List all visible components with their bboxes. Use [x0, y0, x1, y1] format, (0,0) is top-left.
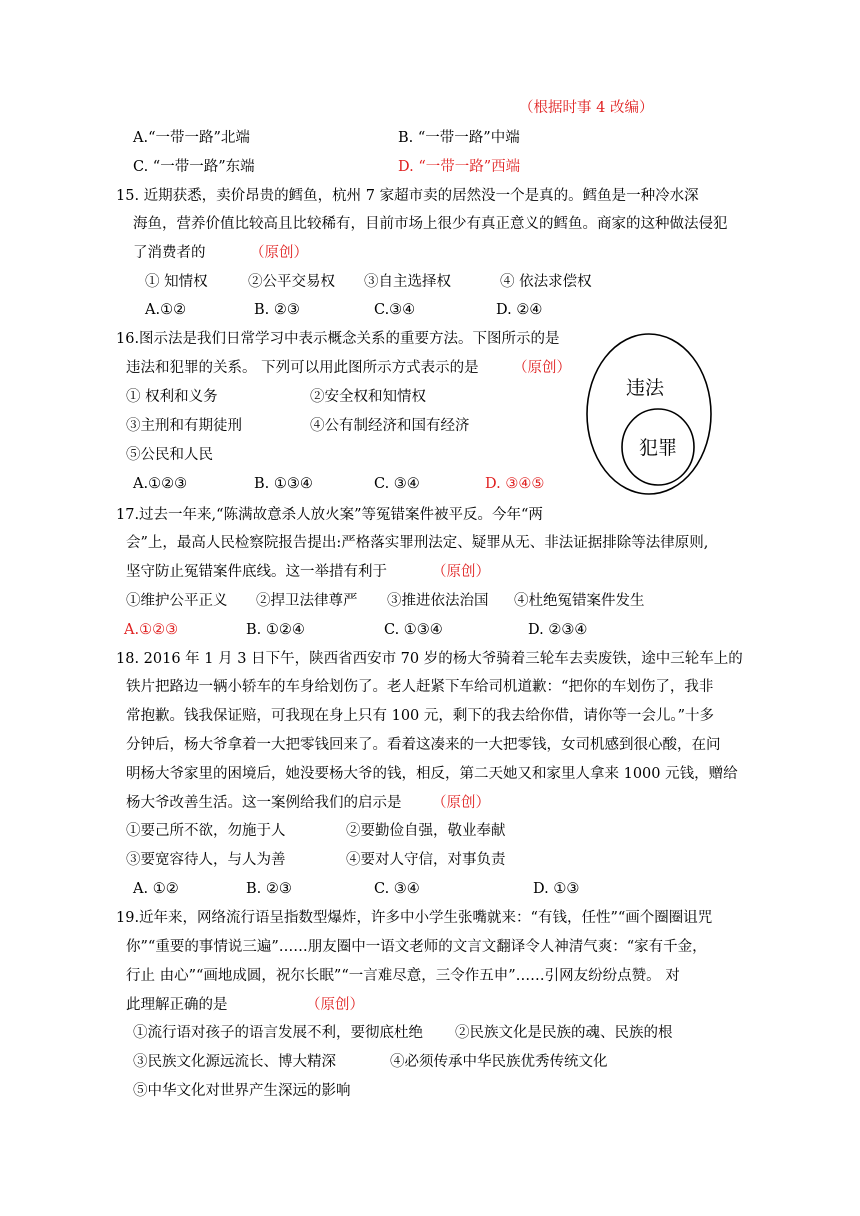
q16-source: （原创） [513, 360, 571, 376]
q17-source: （原创） [432, 564, 490, 580]
q18-option-b: B. ②③ [246, 881, 292, 897]
q19-item-4: ④必须传承中华民族优秀传统文化 [390, 1054, 608, 1070]
q16-option-b: B. ①③④ [254, 476, 313, 492]
q17-item-1: ①维护公平正义 [126, 593, 228, 609]
q18-line-2: 铁片把路边一辆小轿车的车身给划伤了。老人赶紧下车给司机道歉：“把你的车划伤了，我非 [126, 679, 714, 695]
q15-item-1: ① 知情权 [145, 274, 208, 290]
q15-item-3: ③自主选择权 [364, 274, 451, 290]
q19-line-4: 此理解正确的是 [126, 997, 228, 1013]
q17-item-4: ④杜绝冤错案件发生 [514, 593, 645, 609]
q17-option-b: B. ①②④ [246, 622, 305, 638]
q18-line-1: 18. 2016 年 1 月 3 日下午，陕西省西安市 70 岁的杨大爷骑着三轮车去卖废铁，途中三轮车上的 [116, 651, 743, 667]
q19-item-5: ⑤中华文化对世界产生深远的影响 [133, 1083, 351, 1099]
inner-label: 犯罪 [638, 437, 678, 459]
q15-option-c: C.③④ [374, 302, 416, 318]
q15-line-3: 了消费者的 [133, 245, 206, 261]
q15-line-1: 15. 近期获悉，卖价昂贵的鳕鱼，杭州 7 家超市卖的居然没一个是真的。鳕鱼是一种冷水深 [116, 188, 699, 204]
q16-item-3: ③主刑和有期徒刑 [126, 418, 242, 434]
q17-option-a-answer: A.①②③ [124, 622, 179, 638]
q18-option-c: C. ③④ [374, 881, 420, 897]
q18-line-6: 杨大爷改善生活。这一案例给我们的启示是 [126, 795, 402, 811]
q17-line-3: 坚守防止冤错案件底线。这一举措有利于 [126, 564, 387, 580]
q18-item-4: ④要对人守信，对事负责 [346, 852, 506, 868]
q17-option-c: C. ①③④ [384, 622, 443, 638]
q17-option-d: D. ②③④ [528, 622, 588, 638]
q14-option-a: A.“一带一路”北端 [133, 130, 250, 146]
q18-option-a: A. ①② [133, 881, 179, 897]
q19-item-3: ③民族文化源远流长、博大精深 [133, 1054, 336, 1070]
q16-line-1: 16.图示法是我们日常学习中表示概念关系的重要方法。下图所示的是 [116, 331, 560, 347]
q18-item-1: ①要己所不欲，勿施于人 [126, 823, 286, 839]
q15-option-b: B. ②③ [254, 302, 300, 318]
q16-item-1: ① 权利和义务 [126, 389, 218, 405]
q18-item-3: ③要宽容待人，与人为善 [126, 852, 286, 868]
q18-line-3: 常抱歉。钱我保证赔，可我现在身上只有 100 元，剩下的我去给你借，请你等一会儿。”十多 [126, 708, 715, 724]
q18-line-5: 明杨大爷家里的困境后，她没要杨大爷的钱，相反，第二天她又和家里人拿来 1000 元钱，赠给 [126, 766, 738, 782]
q18-option-d: D. ①③ [533, 881, 580, 897]
q14-option-d-answer: D. “一带一路”西端 [398, 159, 521, 175]
q19-source: （原创） [306, 997, 364, 1013]
q15-option-a: A.①② [145, 302, 187, 318]
q16-item-4: ④公有制经济和国有经济 [310, 418, 470, 434]
q16-line-2: 违法和犯罪的关系。 下列可以用此图所示方式表示的是 [126, 360, 479, 376]
q16-item-2: ②安全权和知情权 [310, 389, 426, 405]
q15-item-4: ④ 依法求偿权 [500, 274, 592, 290]
q15-option-d: D. ②④ [496, 302, 543, 318]
q19-line-1: 19.近年来，网络流行语呈指数型爆炸，许多中小学生张嘴就来：“有钱，任性”“画个圈圈诅咒 [116, 910, 713, 926]
q19-item-1: ①流行语对孩子的语言发展不利，要彻底杜绝 [133, 1025, 423, 1041]
q18-item-2: ②要勤俭自强，敬业奉献 [346, 823, 506, 839]
q15-source: （原创） [250, 245, 308, 261]
q14-option-c: C. “一带一路”东端 [133, 159, 255, 175]
q17-line-2: 会”上，最高人民检察院报告提出:严格落实罪刑法定、疑罪从无、非法证据排除等法律原则, [126, 535, 709, 551]
q17-line-1: 17.过去一年来,“陈满故意杀人放火案”等冤错案件被平反。今年“两 [116, 507, 543, 523]
venn-diagram [585, 332, 713, 496]
q17-item-2: ②捍卫法律尊严 [256, 593, 358, 609]
q14-source: （根据时事 4 改编） [519, 100, 654, 116]
q15-line-2: 海鱼，营养价值比较高且比较稀有，目前市场上很少有真正意义的鳕鱼。商家的这种做法侵犯 [133, 216, 728, 232]
q16-option-d-answer: D. ③④⑤ [485, 476, 545, 492]
q19-line-2: 你”“重要的事情说三遍”……朋友圈中一语文老师的文言文翻译令人神清气爽：“家有千金， [126, 939, 707, 955]
q16-item-5: ⑤公民和人民 [126, 447, 213, 463]
q16-option-c: C. ③④ [374, 476, 420, 492]
q18-line-4: 分钟后，杨大爷拿着一大把零钱回来了。看着这凑来的一大把零钱，女司机感到很心酸，在问 [126, 737, 721, 753]
q15-item-2: ②公平交易权 [248, 274, 335, 290]
q19-item-2: ②民族文化是民族的魂、民族的根 [455, 1025, 673, 1041]
q17-item-3: ③推进依法治国 [387, 593, 489, 609]
q16-option-a: A.①②③ [133, 476, 188, 492]
outer-circle [587, 334, 711, 494]
q19-line-3: 行止 由心”“画地成圆，祝尔长眠”“一言难尽意，三令作五申”……引网友纷纷点赞。 对 [126, 968, 680, 984]
q14-option-b: B. “一带一路”中端 [398, 130, 520, 146]
outer-label: 违法 [625, 377, 665, 399]
q18-source: （原创） [432, 795, 490, 811]
